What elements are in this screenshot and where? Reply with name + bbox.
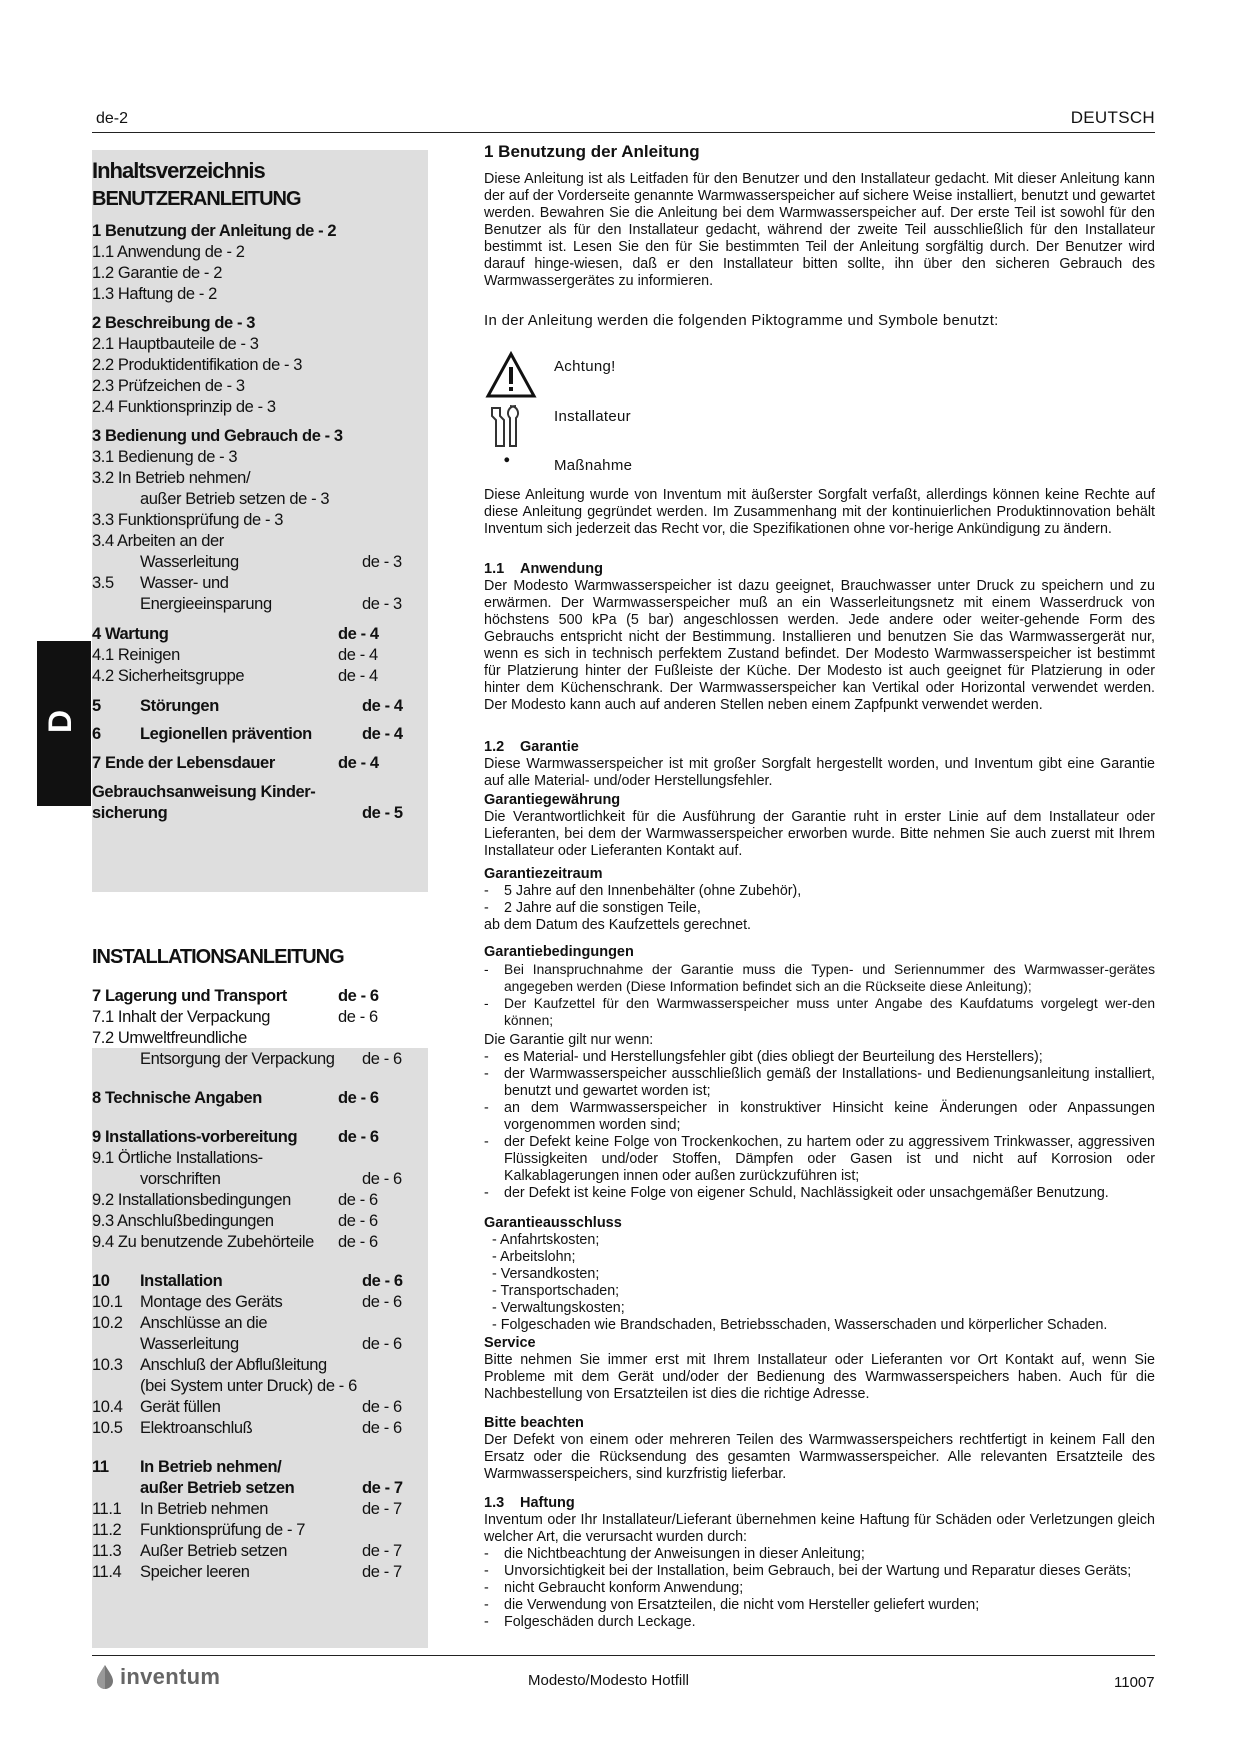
section-1-3-title: Haftung: [520, 1495, 575, 1511]
toc-entry-number: 11: [92, 1458, 109, 1476]
toc-entry-number: 1 Benutzung der Anleitung de - 2: [92, 222, 337, 240]
toc-entry-label: Anschluß der Abflußleitung: [140, 1356, 327, 1374]
toc-entry-label: Außer Betrieb setzen: [140, 1542, 287, 1560]
toc-entry-number: 5: [92, 697, 101, 715]
toc-entry-page: de - 6: [338, 1089, 379, 1107]
service-title: Service: [484, 1335, 536, 1351]
please-note: [484, 1415, 1155, 1483]
toc-entry-number: 1.2 Garantie de - 2: [92, 264, 222, 282]
bullet-icon: [484, 455, 538, 485]
disclaimer-text: Diese Anleitung wurde von Inventum mit äußerster Sorgfalt verfaßt, allerdings können keine Rechte auf diese Anleitung gegründet werden. Im Zusammenhang mit der kontinuierlichen Produktinnovation behält Inventum sich jederzeit das Recht vor, die Spezifikationen ohne vor-herige Ankündigung zu ändern.: [484, 487, 1155, 537]
section-1-2: 1.2 Garantie Diese Warmwasserspeicher ist mit großer Sorgfalt hergestellt worden, und Inventum gibt eine Garantie auf alle Material- und/oder Herstellungsfehler.: [484, 739, 1155, 789]
toc-entry-number: 3 Bedienung und Gebrauch de - 3: [92, 427, 343, 445]
toc-entry-page: de - 4: [338, 646, 378, 664]
model-name: Modesto/Modesto Hotfill: [528, 1672, 689, 1689]
section-1-2-title: Garantie: [520, 739, 579, 755]
guarantee-period-title: Garantiezeitraum: [484, 866, 603, 882]
toc-entry-number: 10.1: [92, 1293, 123, 1311]
toc-entry-number: 1.3 Haftung de - 2: [92, 285, 217, 303]
toc-entry-page: de - 6: [338, 1212, 378, 1230]
toc-entry-number: 10.3: [92, 1356, 123, 1374]
list-item: - Verwaltungskosten;: [492, 1300, 1155, 1317]
list-item: - die Verwendung von Ersatzteilen, die nicht vom Hersteller geliefert wurden;: [484, 1597, 1155, 1614]
toc-entry-number: 9.1 Örtliche Installations-: [92, 1149, 263, 1167]
guarantee-grant: [484, 792, 1155, 860]
toc-entry-number: 9.3 Anschlußbedingungen: [92, 1212, 274, 1230]
toc-entry-label: Wasserleitung: [140, 553, 239, 571]
guarantee-conditions-intro: Die Garantie gilt nur wenn:: [484, 1032, 654, 1048]
list-item: - Anfahrtskosten;: [492, 1232, 1155, 1249]
toc-entry-number: 1.1 Anwendung de - 2: [92, 243, 245, 261]
section-1: [484, 143, 1155, 160]
guarantee-period-note: ab dem Datum des Kaufzettels gerechnet.: [484, 917, 752, 933]
section-1-intro: Diese Anleitung ist als Leitfaden für den Benutzer und den Installateur gedacht. Mit dieser Anleitung kann der auf der Vorderseite genannte Warmwasserspeicher auf sichere Weise installiert, benutzt und gewartet werden. Bewahren Sie die Anleitung bei dem Warmwasserspeicher auf. Der erste Teil ist sowohl für den Benutzer als für den Installateur gedacht, während der zweite Teil ausschließlich für den Installateur bestimmt ist. Lesen Sie den für Sie bestimmten Teil der Anleitung sorgfältig durch. Der Benutzer wird darauf hinge-wiesen, daß er den Installateur bitten sollte, ihn über den sicheren Gebrauch des Warmwassergerätes zu informieren.: [484, 171, 1155, 289]
guarantee-conditions-title: Garantiebedingungen: [484, 944, 634, 960]
toc-entry-number: 11.2: [92, 1521, 122, 1539]
language-label: DEUTSCH: [1070, 108, 1155, 127]
toc-entry-page: de - 6: [362, 1050, 402, 1068]
list-item: - der Defekt ist keine Folge von eigener Schuld, Nachlässigkeit oder unsachgemäßer Benutzung.: [484, 1185, 1155, 1202]
brand-logo: [94, 1664, 221, 1690]
toc-entry-page: de - 6: [362, 1272, 403, 1290]
guarantee-period-list: [484, 883, 1155, 917]
toc-entry-number: 3.1 Bedienung de - 3: [92, 448, 238, 466]
toc-entry-number: 10.5: [92, 1419, 123, 1437]
list-item: - die Nichtbeachtung der Anweisungen in dieser Anleitung;: [484, 1546, 1155, 1563]
guarantee-exclusion-list: [484, 1232, 1155, 1334]
toc-entry-number: 4 Wartung: [92, 625, 169, 643]
section-1-3: 1.3 Haftung Inventum oder Ihr Installateur/Lieferant übernehmen keine Haftung für Schäden oder Verletzungen gleich welcher Art, die verursacht wurden durch: - die Nichtbeachtung der Anweisungen in dieser Anleitung; - Unvorsichtigkeit bei der Installation, beim Gebrauch, bei der Wartung und Reparatur dieses Geräts; - nicht Gebraucht konform Anwendung; - die Verwendung von Ersatzteilen, die nicht vom Hersteller geliefert wurden; - Folgeschäden durch Leckage.: [484, 1495, 1155, 1631]
toc-title: Inhaltsverzeichnis: [92, 158, 265, 183]
toc-entry-label: außer Betrieb setzen de - 3: [140, 490, 330, 508]
header-rule: [92, 132, 1155, 133]
toc-entry-number: 3.5: [92, 574, 114, 592]
toc-entry-number: 2.2 Produktidentifikation de - 3: [92, 356, 303, 374]
toc-entry-number: 9.4 Zu benutzende Zubehörteile: [92, 1233, 314, 1251]
toc-entry-page: de - 4: [362, 697, 403, 715]
guarantee-conditions: [484, 944, 1155, 1202]
toc-entry-page: de - 6: [338, 1128, 379, 1146]
section-1-2-text: Diese Warmwasserspeicher ist mit großer Sorgfalt hergestellt worden, und Inventum gibt eine Garantie auf alle Material- und/oder Herstellungsfehler.: [484, 756, 1155, 789]
service: [484, 1335, 1155, 1403]
list-item: - der Warmwasserspeicher ausschließlich gemäß der Installations- und Bedienungsanleitung installiert, benutzt und gewartet worden ist;: [484, 1066, 1155, 1100]
toc-entry-number: 4.1 Reinigen: [92, 646, 180, 664]
list-item: - Bei Inanspruchnahme der Garantie muss die Typen- und Seriennummer des Warmwasser-gerätes angegeben werden (Diese Information befindet sich an die Rückseite diese Anleitung);: [484, 961, 1155, 995]
toc-entry-number: 3.3 Funktionsprüfung de - 3: [92, 511, 283, 529]
toc-entry-page: de - 6: [338, 987, 379, 1005]
guarantee-exclusion-title: Garantieausschluss: [484, 1215, 622, 1231]
warning-icon: [484, 350, 538, 400]
table-of-contents: [92, 150, 428, 1648]
picto-warning-label: Achtung!: [554, 358, 616, 375]
toc-entry-label: Legionellen prävention: [140, 725, 312, 743]
toc-entry-number: 9.2 Installationsbedingungen: [92, 1191, 291, 1209]
list-item: - Folgeschaden wie Brandschaden, Betriebsschaden, Wasserschaden und körperlicher Schaden.: [492, 1317, 1155, 1334]
toc-entry-label: In Betrieb nehmen: [140, 1500, 269, 1518]
toc-entry-label: In Betrieb nehmen/: [140, 1458, 282, 1476]
list-item: - Versandkosten;: [492, 1266, 1155, 1283]
toc-entry-number: 11.1: [92, 1500, 122, 1518]
section-1-1-title: Anwendung: [520, 561, 603, 577]
toc-entry-number: 6: [92, 725, 101, 743]
toc-entry-number: 11.4: [92, 1563, 122, 1581]
toc-entry-label: Entsorgung der Verpackung: [140, 1050, 335, 1068]
toc-entry-label: außer Betrieb setzen: [140, 1479, 295, 1497]
toc-entry-page: de - 7: [362, 1479, 403, 1497]
toc-entry-number: 7 Lagerung und Transport: [92, 987, 287, 1005]
toc-entry-page: de - 4: [338, 625, 379, 643]
toc-entry-page: de - 6: [338, 1191, 378, 1209]
list-item: - an dem Warmwasserspeicher in konstruktiver Hinsicht keine Änderungen oder Anpassungen vorgenommen worden sind;: [484, 1100, 1155, 1134]
picto-warning: [484, 350, 1155, 396]
toc-entry-number: 11.3: [92, 1542, 122, 1560]
guarantee-valid-list: [484, 1049, 1155, 1202]
toc-entry-label: Gerät füllen: [140, 1398, 221, 1416]
toc-entry-page: de - 7: [362, 1500, 402, 1518]
document-code: 11007: [1114, 1674, 1155, 1691]
toc-entry-number: 2.4 Funktionsprinzip de - 3: [92, 398, 276, 416]
toc-entry-page: de - 7: [362, 1563, 402, 1581]
picto-measure-label: Maßnahme: [554, 457, 633, 474]
install-manual-title: INSTALLATIONSANLEITUNG: [92, 946, 344, 968]
guarantee-period: [484, 866, 1155, 934]
toc-entry-page: de - 4: [362, 725, 403, 743]
section-tab-d: D: [37, 641, 91, 806]
brand-name: inventum: [120, 1664, 221, 1689]
toc-entry-label: Störungen: [140, 697, 219, 715]
toc-entry-page: de - 3: [362, 595, 402, 613]
toc-entry-number: 9 Installations-vorbereitung: [92, 1128, 298, 1146]
toc-entry-number: 10.2: [92, 1314, 123, 1332]
picto-installer-label: Installateur: [554, 408, 631, 425]
toc-entry-label: Energieeinsparung: [140, 595, 272, 613]
toc-entry-page: de - 6: [362, 1170, 402, 1188]
list-item: - 5 Jahre auf den Innenbehälter (ohne Zubehör),: [484, 883, 1155, 900]
toc-entry-number: 3.4 Arbeiten an der: [92, 532, 224, 550]
list-item: - Folgeschäden durch Leckage.: [484, 1614, 1155, 1631]
toc-entry-label: Montage des Geräts: [140, 1293, 283, 1311]
toc-entry-page: de - 6: [338, 1233, 378, 1251]
toc-entry-number: 3.2 In Betrieb nehmen/: [92, 469, 251, 487]
drop-logo-icon: [94, 1664, 116, 1690]
toc-entry-number: 7.2 Umweltfreundliche: [92, 1029, 247, 1047]
toc-entry-page: de - 5: [362, 804, 403, 822]
section-1-1: 1.1 Anwendung Der Modesto Warmwasserspeicher ist dazu geeignet, Brauchwasser unter Druck zu speichern und zu erwärmen. Der Warmwasserspeicher muß an ein Wasserleitungsnetz mit einem Wasserdruck von höchstens 500 kPa (5 bar) angeschlossen werden. Jede andere oder weiter-gehende Form des Gebrauchs entspricht nicht der Bestimmung. Installieren und benutzen Sie das Warmwassergerät nur, wenn es sich in technisch perfektem Zustand befindet. Der Modesto Warmwasserspeicher ist bestimmt für Platzierung hinter der Fußleiste der Küche. Der Modesto ist auch geeignet für Platzierung in oder hinter dem Küchenschrank. Der Warmwasserspeicher kan Vertikal oder Horizontal verwendet werden. Der Modesto kann auch auf anderen Stellen neben einem Zapfpunkt verwendet werden.: [484, 561, 1155, 713]
toc-entry-label: Wasserleitung: [140, 1335, 239, 1353]
toc-entry-page: de - 6: [362, 1419, 402, 1437]
toc-entry-number: 2 Beschreibung de - 3: [92, 314, 256, 332]
section-1-3-text: Inventum oder Ihr Installateur/Lieferant übernehmen keine Haftung für Schäden oder Verletzungen gleich welcher Art, die verursacht wurden durch:: [484, 1512, 1155, 1545]
guarantee-grant-text: Die Verantwortlichkeit für die Ausführung der Garantie ruht in erster Linie auf dem Installateur oder Lieferanten, bei dem der Warmwasserspeicher erworben wurde. Bitte nehmen Sie auch zuerst mit Ihrem Installateur oder Lieferanten Kontakt auf.: [484, 809, 1155, 859]
guarantee-conditions-list: [484, 961, 1155, 1029]
toc-entry-number: 4.2 Sicherheitsgruppe: [92, 667, 245, 685]
list-item: - Der Kaufzettel für den Warmwasserspeicher muss unter Angabe des Kaufdatums vorgelegt wer-den können;: [484, 995, 1155, 1029]
guarantee-grant-title: Garantiegewährung: [484, 792, 621, 808]
section-1-1-text: Der Modesto Warmwasserspeicher ist dazu geeignet, Brauchwasser unter Druck zu speichern und zu erwärmen. Der Warmwasserspeicher muß an ein Wasserleitungsnetz mit einem Wasserdruck von höchstens 500 kPa (5 bar) angeschlossen werden. Jede andere oder weiter-gehende Form des Gebrauchs entspricht nicht der Bestimmung. Installieren und benutzen Sie das Warmwassergerät nur, wenn es sich in technisch perfektem Zustand befindet. Der Modesto Warmwasserspeicher ist bestimmt für Platzierung hinter der Fußleiste der Küche. Der Modesto ist auch geeignet für Platzierung in oder hinter dem Küchenschrank. Der Warmwasserspeicher kan Vertikal oder Horizontal verwendet werden. Der Modesto kann auch auf anderen Stellen neben einem Zapfpunkt verwendet werden.: [484, 578, 1155, 713]
toc-entry-label: Funktionsprüfung de - 7: [140, 1521, 306, 1539]
section-1-title: 1 Benutzung der Anleitung: [484, 142, 700, 161]
please-note-text: Der Defekt von einem oder mehreren Teilen des Warmwasserspeichers rechtfertigt in keinem Fall den Ersatz oder die Rücksendung des gesamten Warmwasserspeicher. Alle relevanten Ersatzteile des Warmwasserspeichers, sind kurzfristig lieferbar.: [484, 1432, 1155, 1482]
list-item: - nicht Gebraucht konform Anwendung;: [484, 1580, 1155, 1597]
toc-entry-label: Speicher leeren: [140, 1563, 250, 1581]
toc-entry-number: 10.4: [92, 1398, 123, 1416]
footer-rule: [92, 1655, 1155, 1656]
toc-entry-number: 7.1 Inhalt der Verpackung: [92, 1008, 271, 1026]
toc-entry-page: de - 4: [338, 667, 378, 685]
list-item: - Unvorsichtigkeit bei der Installation, beim Gebrauch, bei der Wartung und Reparatur dieses Geräts;: [484, 1563, 1155, 1580]
toc-entry-page: de - 6: [338, 1008, 378, 1026]
list-item: - 2 Jahre auf die sonstigen Teile,: [484, 900, 1155, 917]
toc-entry-number: 10: [92, 1272, 110, 1290]
toc-entry-number: 2.1 Hauptbauteile de - 3: [92, 335, 259, 353]
toc-entry-page: de - 6: [362, 1335, 402, 1353]
list-item: - es Material- und Herstellungsfehler gibt (dies obliegt der Beurteilung des Herstellers);: [484, 1049, 1155, 1066]
toc-entry-number: 2.3 Prüfzeichen de - 3: [92, 377, 245, 395]
service-text: Bitte nehmen Sie immer erst mit Ihrem Installateur oder Lieferanten vor Ort Kontakt auf, wenn Sie Probleme mit dem Gerät und/oder der Bedienung des Warmwasserspeichers haben. Auch für die Nachbestellung von Ersatzteilen ist dies die richtige Adresse.: [484, 1352, 1155, 1402]
page-number: de-2: [96, 110, 129, 127]
picto-installer: [484, 400, 1155, 446]
list-item: - Transportschaden;: [492, 1283, 1155, 1300]
toc-entry-page: de - 6: [362, 1293, 402, 1311]
section-1-pictogram-intro: In der Anleitung werden die folgenden Piktogramme und Symbole benutzt:: [484, 312, 999, 329]
liability-list: [484, 1546, 1155, 1631]
toc-entry-label: Wasser- und: [140, 574, 229, 592]
toc-entry-label: Elektroanschluß: [140, 1419, 253, 1437]
toc-entry-label: vorschriften: [140, 1170, 221, 1188]
toc-entry-number: 7 Ende der Lebensdauer: [92, 754, 275, 772]
toc-entry-label: Installation: [140, 1272, 223, 1290]
toc-entry-number: 8 Technische Angaben: [92, 1089, 262, 1107]
list-item: - der Defekt keine Folge von Trockenkochen, zu hartem oder zu aggressivem Trinkwasser, aggressiven Flüssigkeiten und/oder Stoffen, Dämpfen oder Gasen ist und nicht auf Korrosion oder Kalkablagerungen innen oder außen zurückzuführen ist;: [484, 1134, 1155, 1185]
list-item: - Arbeitslohn;: [492, 1249, 1155, 1266]
toc-entry-number: Gebrauchsanweisung Kinder-: [92, 783, 316, 801]
user-manual-title: BENUTZERANLEITUNG: [92, 188, 301, 210]
toc-entry-page: de - 3: [362, 553, 402, 571]
toc-entry-label: Anschlüsse an die: [140, 1314, 268, 1332]
guarantee-exclusion: [484, 1215, 1155, 1334]
toc-entry-page: de - 4: [338, 754, 379, 772]
please-note-title: Bitte beachten: [484, 1415, 584, 1431]
toc-entry-page: de - 6: [362, 1398, 402, 1416]
toc-entry-label: (bei System unter Druck) de - 6: [140, 1377, 357, 1395]
wrench-icon: [484, 400, 538, 450]
toc-entry-number: sicherung: [92, 804, 168, 822]
toc-entry-page: de - 7: [362, 1542, 402, 1560]
